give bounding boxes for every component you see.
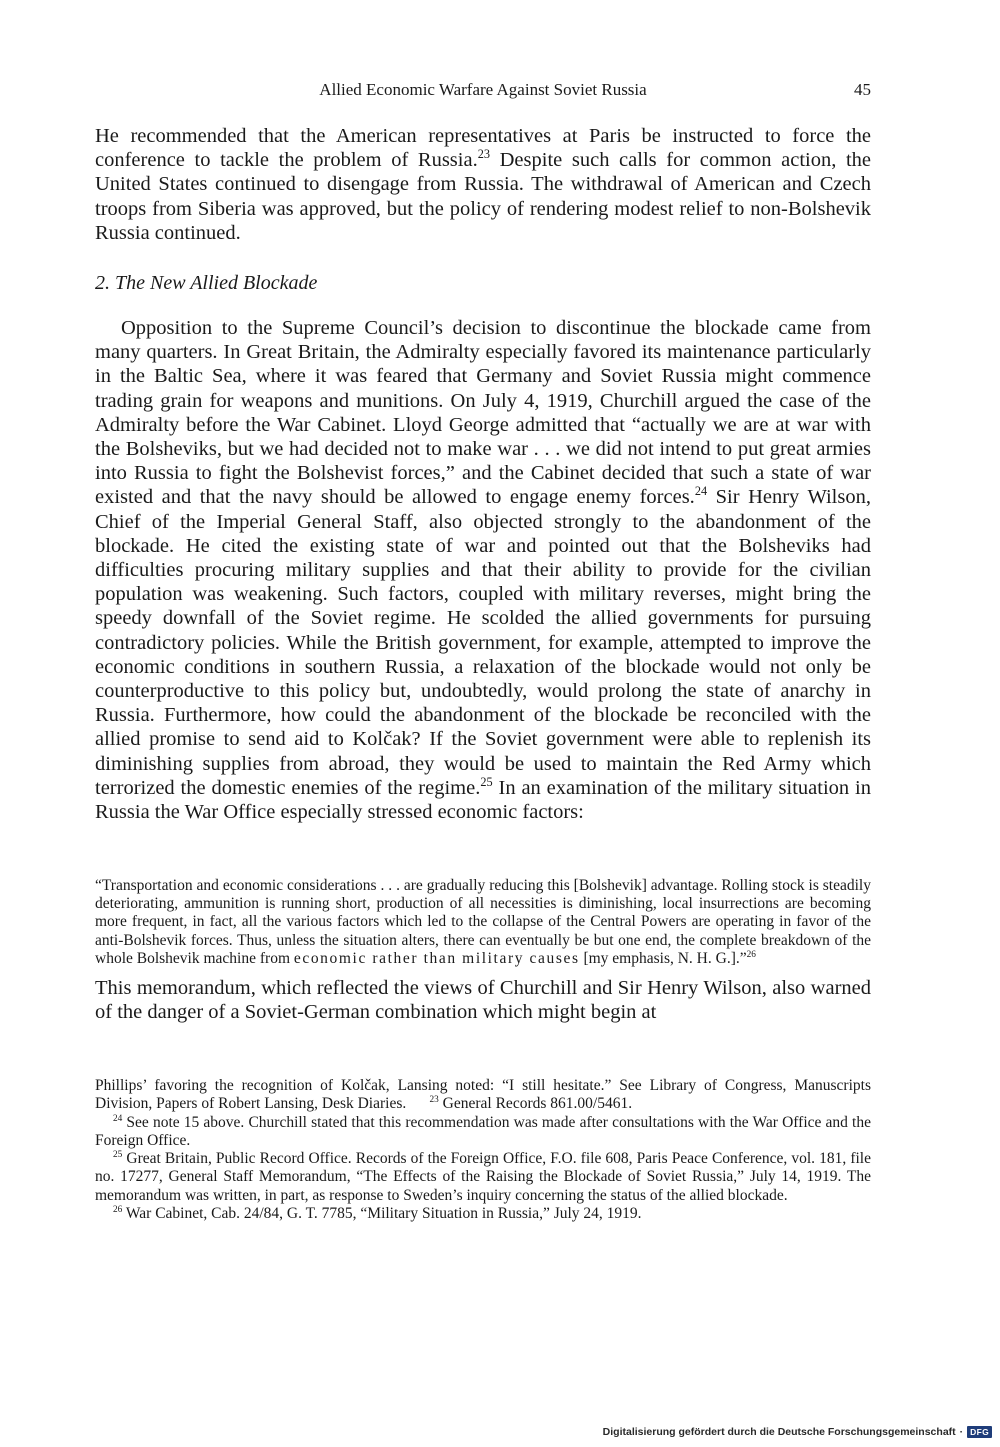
running-title: Allied Economic Warfare Against Soviet Russia (319, 80, 647, 99)
footnotes (95, 1077, 871, 1223)
note-ref-25: 25 (480, 775, 493, 790)
footnote-continuation-text: Phillips’ favoring the recognition of Kolčak, Lansing noted: “I still hesitate.” See Library of Congress, Manuscripts Division, Papers of Robert Lansing, Desk Diaries. (95, 1077, 871, 1113)
digitization-notice-text: Digitalisierung gefördert durch die Deutsche Forschungsgemeinschaft (602, 1426, 956, 1438)
paragraph-1-text-b: Despite such calls for common action, the United States continued to disengage from Russia. The withdrawal of American and Czech troops from Siberia was approved, but the policy of rendering modest relief to non-Bolshevik Russia continued. (95, 149, 871, 244)
footnote-25-text: Great Britain, Public Record Office. Records of the Foreign Office, F.O. file 608, Paris Peace Conference, vol. 181, file no. 17277, General Staff Memorandum, “The Effects of the Raising the Blockade of Soviet Russia,” July 14, 1919. The memorandum was written, in part, as response to Sweden’s inquiry concerning the status of the allied blockade. (95, 1150, 871, 1204)
paragraph-2-text-c: In an examination of the military situation in Russia the War Office especially stressed economic factors: (95, 776, 871, 824)
footnote-23-marker: 23 (429, 1095, 439, 1106)
note-ref-23: 23 (477, 147, 491, 162)
quote-text-b: [my emphasis, N. H. G.].” (579, 949, 747, 967)
footnote-24-text: See note 15 above. Churchill stated that this recommendation was made after consultations with the War Office and the Foreign Office. (95, 1113, 871, 1149)
paragraph-1 (95, 124, 871, 245)
paragraph-3: This memorandum, which reflected the views of Churchill and Sir Henry Wilson, also warned of the danger of a Soviet-German combination which might begin at (95, 977, 871, 1024)
footnote-25-marker: 25 (113, 1150, 123, 1161)
page-number: 45 (854, 80, 871, 99)
footnote-26-text: War Cabinet, Cab. 24/84, G. T. 7785, “Military Situation in Russia,” July 24, 1919. (122, 1205, 642, 1223)
paragraph-2 (95, 316, 871, 824)
paragraph-1-text-a: He recommended that the American representatives at Paris be instructed to force the conference to tackle the problem of Russia. (95, 125, 871, 172)
paragraph-2-text-b: Sir Henry Wilson, Chief of the Imperial General Staff, also objected strongly to the abandonment of the blockade. He cited the existing state of war and pointed out that the Bolsheviks had difficulties procuring military supplies and that their ability to provide for the civilian population was weakening. Such factors, coupled with military reverses, might bring the speedy downfall of the Soviet regime. He scolded the allied governments for pursuing contradictory policies. While the British government, for example, attempted to improve the economic conditions in southern Russia, a relaxation of the blockade would not only be counterproductive to this policy but, undoubtedly, would prolong the state of anarchy in Russia. Furthermore, how could the abandonment of the blockade be reconciled with the allied promise to send aid to Kolčak? If the Soviet government were able to replenish its diminishing supplies from abroad, they would be used to maintain the Red Army which terrorized the domestic enemies of the regime. (95, 486, 871, 799)
footnote-24 (95, 1114, 871, 1151)
quote-text-a: “Transportation and economic considerations . . . are gradually reducing this [Bolshevik] advantage. Rolling stock is steadily deteriorating, ammunition is running short, production of all necessities is diminishing, local insurrections are becoming more frequent, in fact, all the various factors which led to the collapse of the Central Powers are operating in favor of the anti-Bolshevik forces. Thus, unless the situation alters, there can eventually be but one end, the complete breakdown of the whole Bolshevik machine from (95, 877, 871, 967)
note-ref-24: 24 (694, 484, 708, 499)
running-header (95, 80, 871, 104)
section-heading: 2. The New Allied Blockade (95, 272, 318, 294)
block-quote (95, 877, 871, 968)
footnote-24-marker: 24 (113, 1113, 123, 1124)
footnote-25 (95, 1150, 871, 1205)
paragraph-2-text-a: Opposition to the Supreme Council’s decision to discontinue the blockade came from many quarters. In Great Britain, the Admiralty especially favored its maintenance particularly in the Baltic Sea, where it was feared that Germany and Soviet Russia might commence trading grain for weapons and munitions. On July 4, 1919, Churchill argued the case of the Admiralty before the War Cabinet. Lloyd George admitted that “actually we are at war with the Bolsheviks, but we had decided not to make war . . . we did not intend to put great armies into Russia to fight the Bolshevist forces,” and the Cabinet decided that such a state of war existed and that the navy should be allowed to engage enemy forces. (95, 317, 871, 509)
footnote-26-marker: 26 (113, 1204, 123, 1215)
footnote-23-text: General Records 861.00/5461. (438, 1095, 633, 1113)
quote-emphasis: economic rather than military causes (293, 949, 580, 967)
footnote-26 (95, 1205, 871, 1223)
note-ref-26: 26 (746, 949, 756, 960)
dfg-logo: DFG (967, 1426, 992, 1438)
digitization-notice: Digitalisierung gefördert durch die Deutsche Forschungsgemeinschaft · DFG (603, 1426, 992, 1438)
footnote-continuation (95, 1077, 871, 1114)
